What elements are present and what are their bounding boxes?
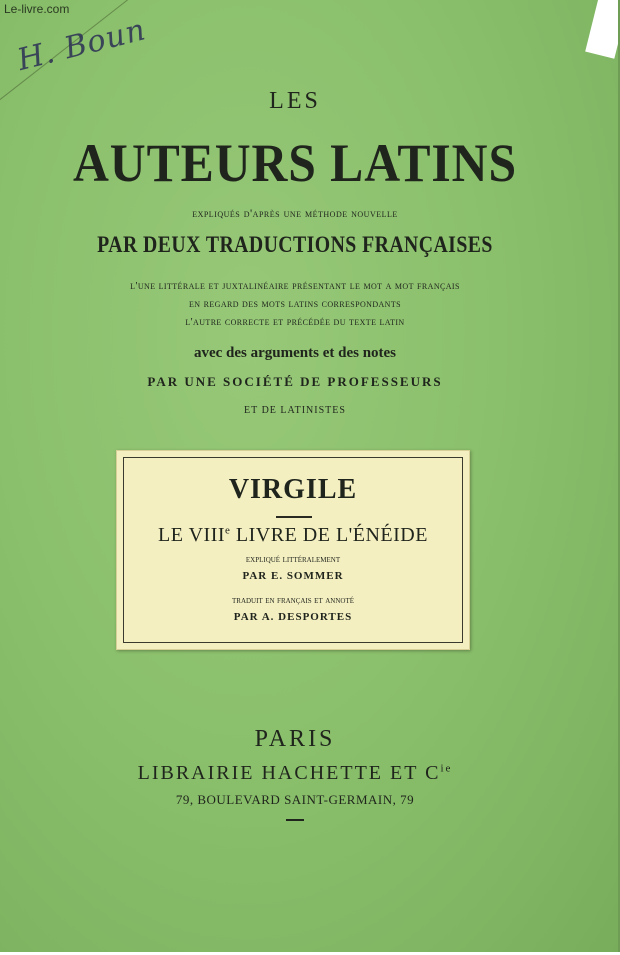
by-desportes: PAR A. DESPORTES [233,611,353,623]
book-title-sup: e [225,524,231,537]
series-title: AUTEURS LATINS [72,133,518,193]
title-label-frame [123,457,463,643]
publisher-address: 79, BOULEVARD SAINT-GERMAIN, 79 [175,792,415,807]
publisher-name-text: LIBRAIRIE HACHETTE ET C [137,762,441,784]
series-les: LES [269,88,321,114]
by-sommer: PAR E. SOMMER [242,570,344,582]
site-watermark: Le-livre.com [4,2,70,16]
book-title-prefix: LE VIII [158,524,226,546]
series-method: expliqués d'après une méthode nouvelle [192,206,398,220]
translated-line: traduit en français et annoté [232,595,354,606]
publisher-name [0,762,590,785]
author-name: VIRGILE [228,474,358,505]
series-latinists: ET DE LATINISTES [244,405,346,416]
series-society: PAR UNE SOCIÉTÉ DE PROFESSEURS [147,374,443,389]
explained-line: expliqué littéralement [245,554,341,565]
handwritten-note: H. Boun [14,12,150,78]
publisher-name-sup: ie [440,762,453,775]
torn-corner [585,0,620,59]
book-title-suffix: LIVRE DE L'ÉNÉIDE [230,524,428,546]
series-literal-line2: en regard des mots latins correspondants [189,298,401,310]
closing-dash [286,819,304,821]
series-literal-line3: l'autre correcte et précédée du texte latin [185,316,405,328]
title-label [116,450,470,650]
book-title [124,524,462,547]
publisher-city: PARIS [254,726,336,752]
series-arguments: avec des arguments et des notes [193,345,397,361]
series-translations: PAR DEUX TRADUCTIONS FRANÇAISES [97,232,493,257]
author-rule [276,516,312,518]
series-literal-line1: l'une littérale et juxtalinéaire présentant le mot a mot français [130,280,460,292]
